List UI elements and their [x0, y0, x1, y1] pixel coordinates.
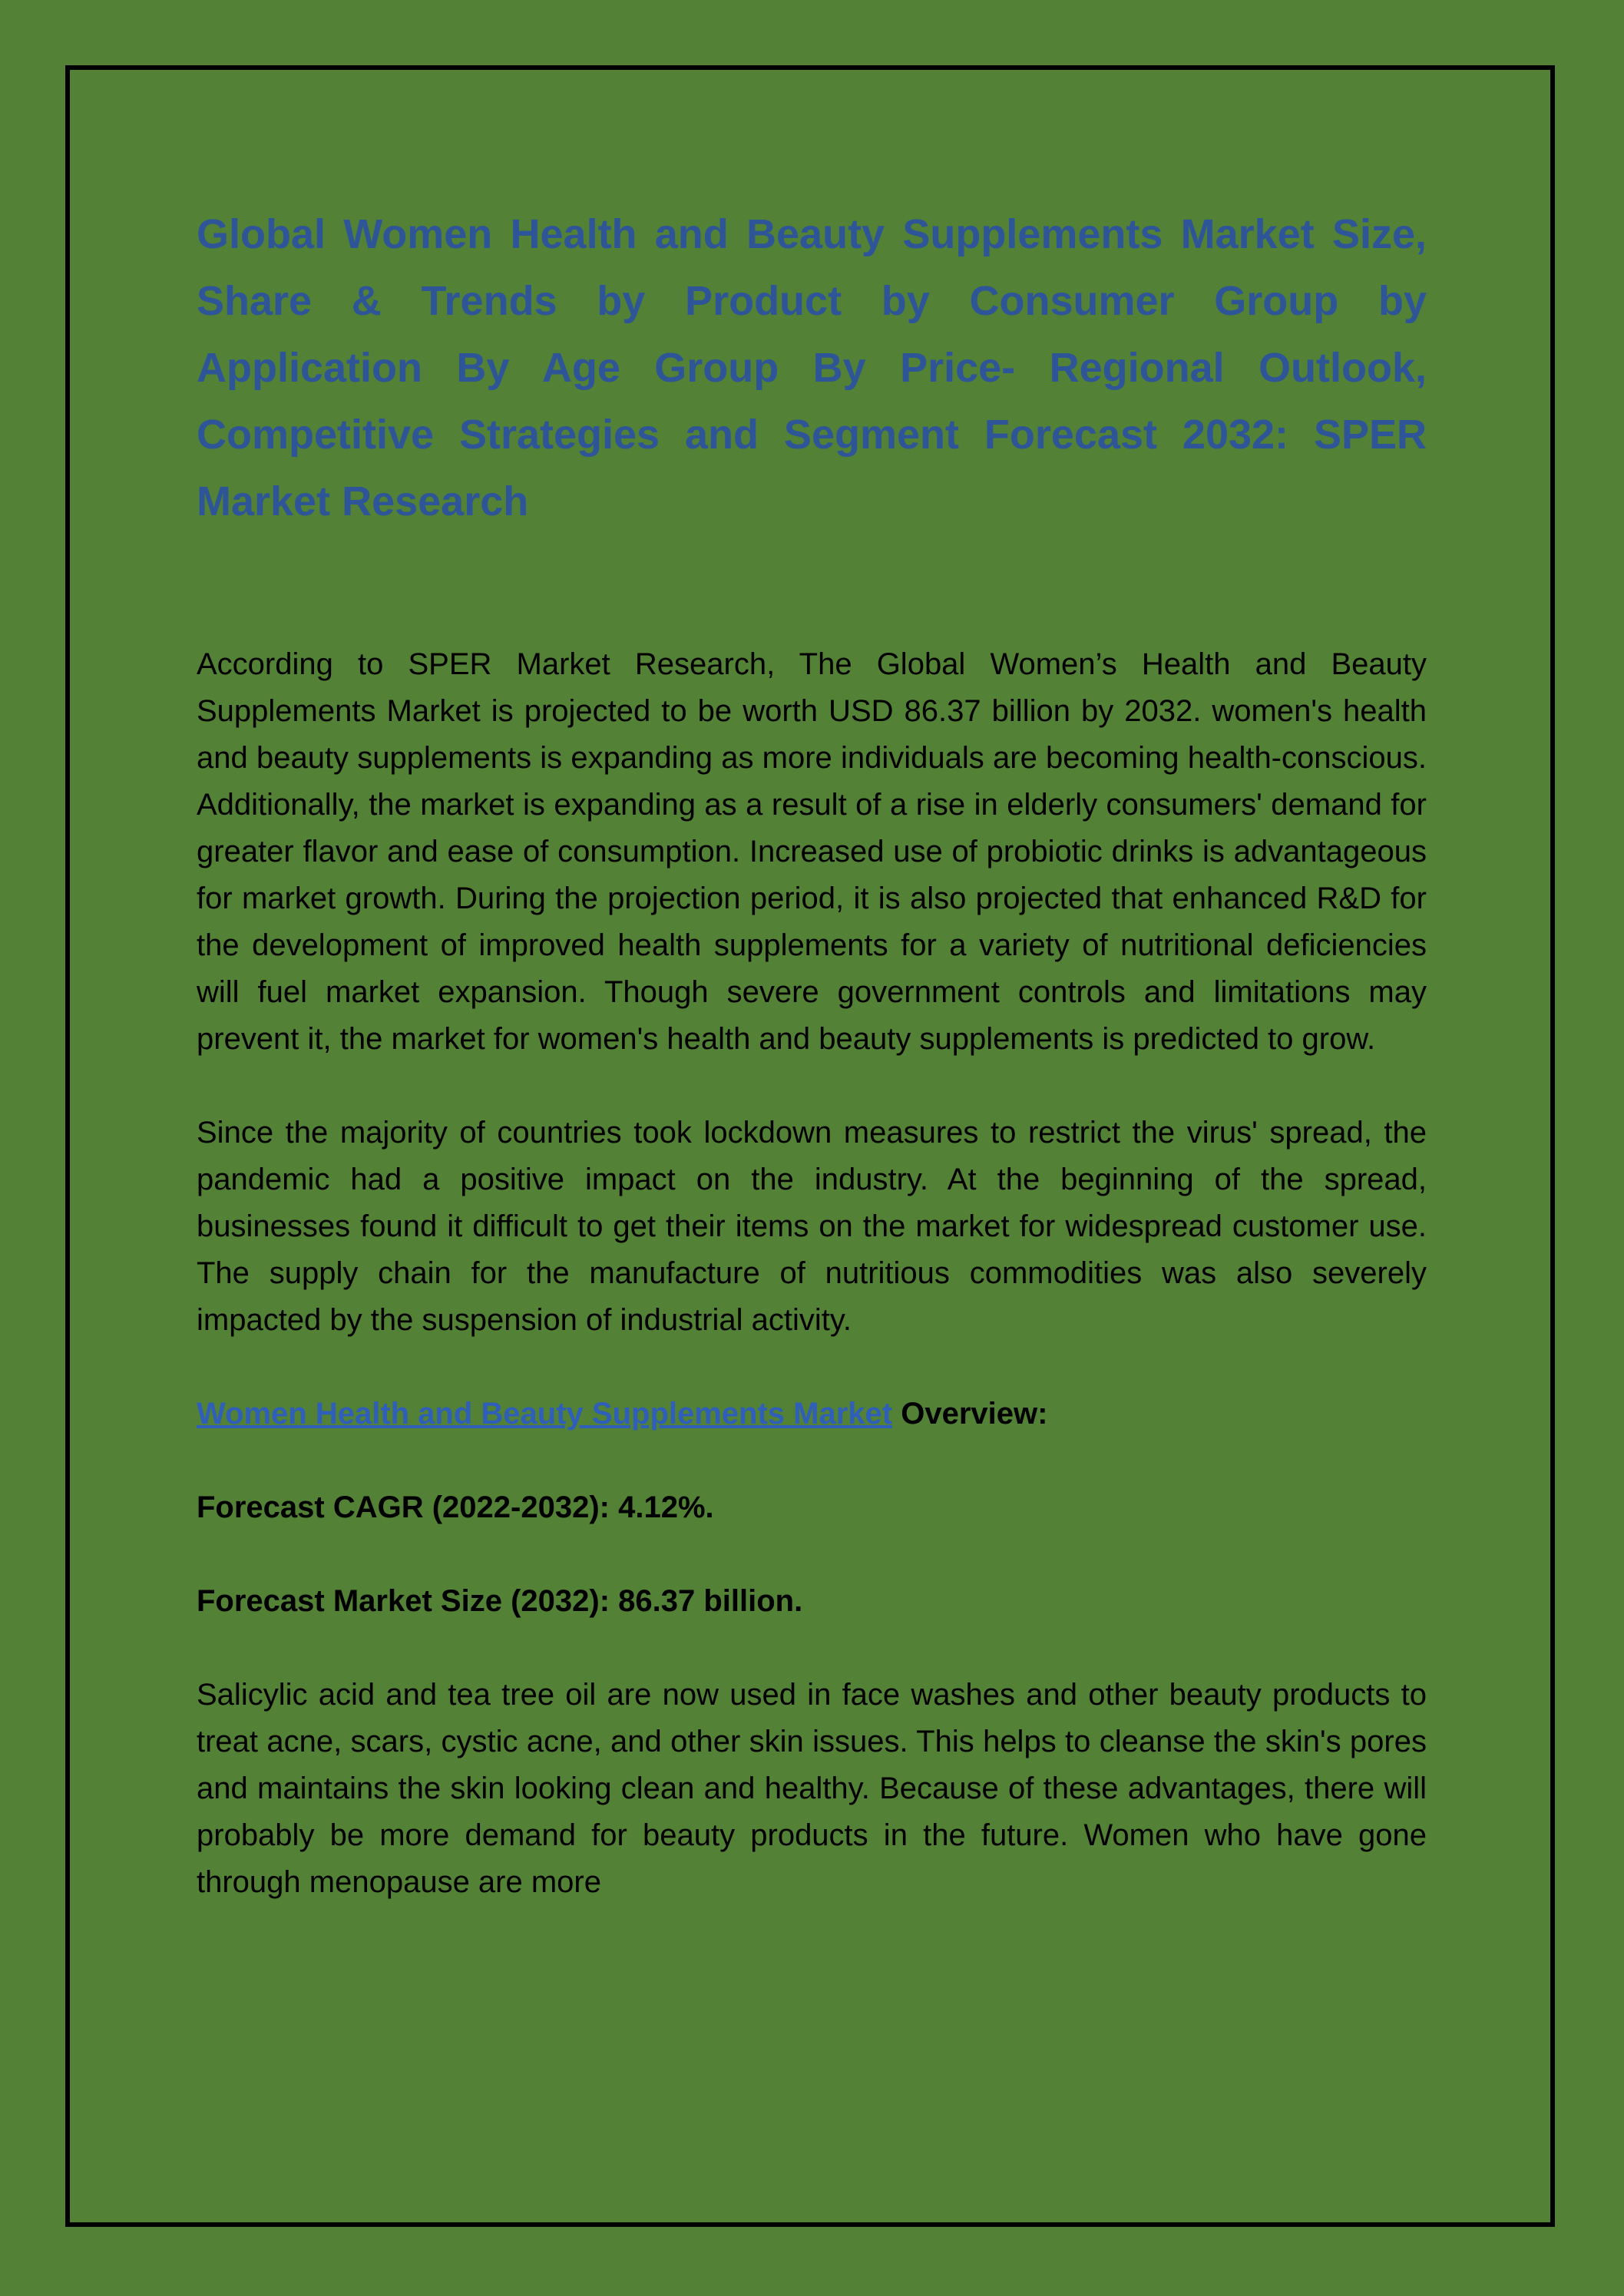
intro-paragraph: According to SPER Market Research, The Global Women’s Health and Beauty Supplements Market is projected to be worth USD 86.37 billion by 2032. women's health and beauty supplements is expanding as more individuals are becoming health-conscious. Additionally, the market is expanding as a result of a rise in elderly consumers' demand for greater flavor and ease of consumption. Increased use of probiotic drinks is advantageous for market growth. During the projection period, it is also projected that enhanced R&D for the development of improved health supplements for a variety of nutritional deficiencies will fuel market expansion. Though severe government controls and limitations may prevent it, the market for women's health and beauty supplements is predicted to grow. — [197, 647, 1427, 1056]
salicylic-paragraph: Salicylic acid and tea tree oil are now used in face washes and other beauty products to treat acne, scars, cystic acne, and other skin issues. This helps to cleanse the skin's pores and maintains the skin looking clean and healthy. Because of these advantages, there will probably be more demand for beauty products in the future. Women who have gone through menopause are more — [197, 1678, 1427, 1899]
document-body — [197, 201, 1427, 1906]
document-title: Global Women Health and Beauty Supplements Market Size, Share & Trends by Product by Consumer Group by Application By Age Group By Price- Regional Outlook, Competitive Strategies and Segment Forecast 2032: SPER Market Research — [197, 211, 1427, 524]
market-report-link[interactable]: Women Health and Beauty Supplements Market — [197, 1397, 893, 1431]
forecast-cagr: Forecast CAGR (2022-2032): 4.12%. — [197, 1490, 714, 1524]
pandemic-paragraph: Since the majority of countries took lockdown measures to restrict the virus' spread, the pandemic had a positive impact on the industry. At the beginning of the spread, businesses found it difficult to get their items on the market for widespread customer use. The supply chain for the manufacture of nutritious commodities was also severely impacted by the suspension of industrial activity. — [197, 1116, 1427, 1337]
overview-label: Overview: — [892, 1397, 1048, 1431]
forecast-market-size: Forecast Market Size (2032): 86.37 billion. — [197, 1584, 803, 1618]
overview-heading — [197, 1391, 1427, 1437]
